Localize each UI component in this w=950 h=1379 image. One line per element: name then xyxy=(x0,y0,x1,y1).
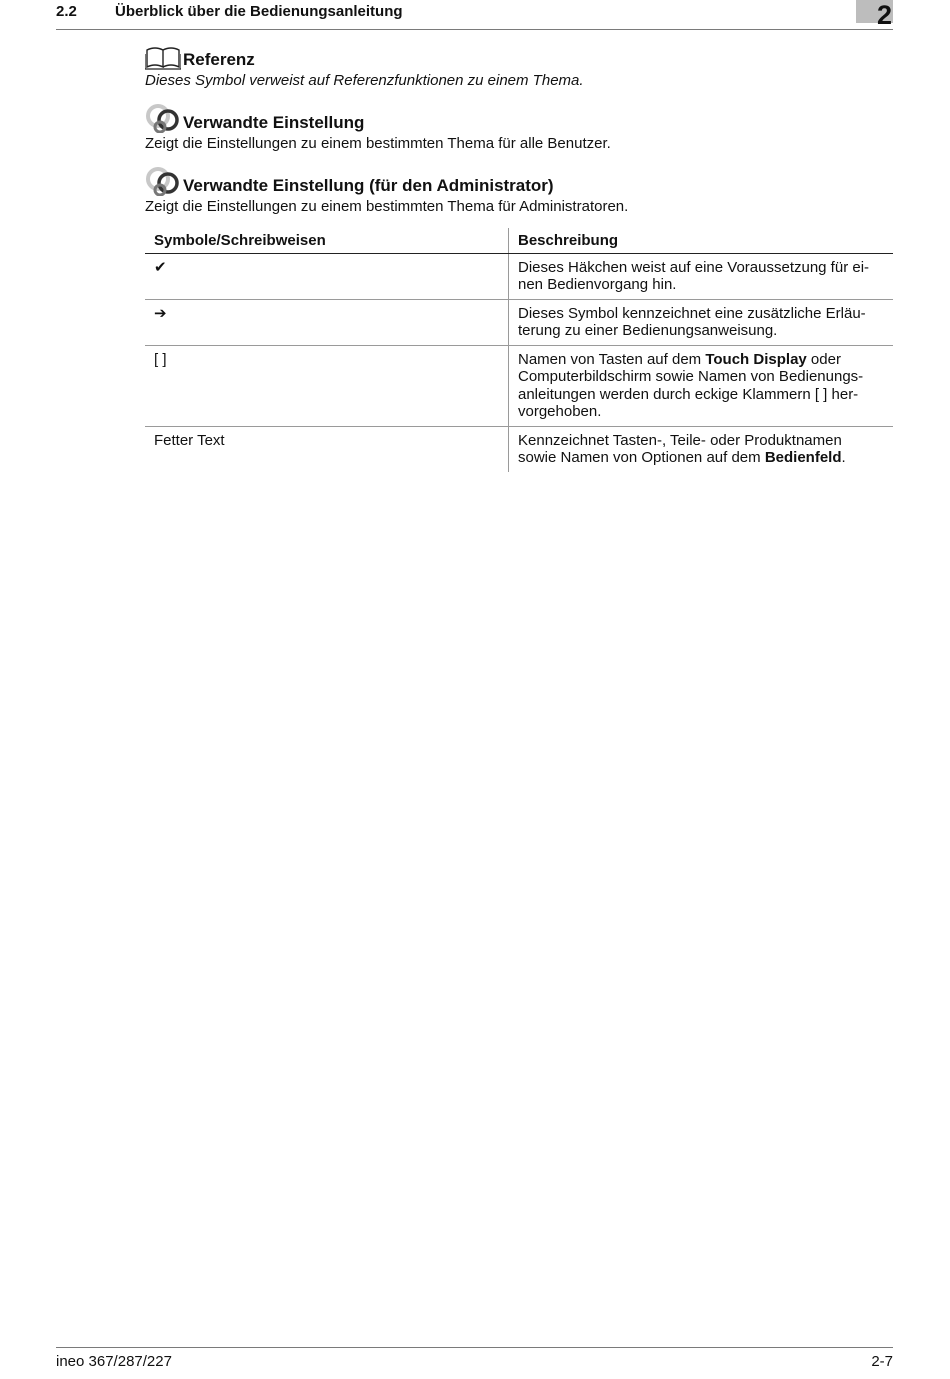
table-cell-description: Kennzeichnet Tasten-, Teile- oder Produktnamen sowie Namen von Optionen auf dem Bedienfeld. xyxy=(518,431,846,466)
table-row xyxy=(145,345,893,426)
reference-title: Referenz xyxy=(183,50,255,69)
page-header xyxy=(56,0,893,30)
reference-block xyxy=(145,44,584,89)
table-header-row xyxy=(145,228,893,253)
table-row xyxy=(145,426,893,472)
reference-text: Dieses Symbol verweist auf Referenzfunktionen zu einem Thema. xyxy=(145,72,584,89)
table-header-symbols: Symbole/Schreibweisen xyxy=(145,228,509,253)
related-setting-text: Zeigt die Einstellungen zu einem bestimmten Thema für alle Benutzer. xyxy=(145,135,611,152)
section-title: Überblick über die Bedienungsanleitung xyxy=(115,3,403,20)
table-row xyxy=(145,253,893,299)
section-number: 2.2 xyxy=(56,3,77,20)
table-cell-description: Namen von Tasten auf dem Touch Display oder Computerbildschirm sowie Namen von Bedienungs- anleitungen werden durch eckige Klammern [ ] her- vorgehoben. xyxy=(509,345,894,426)
rings-icon xyxy=(145,166,181,196)
rings-icon xyxy=(145,103,181,133)
bold-text-symbol: Fetter Text xyxy=(145,426,509,472)
chapter-number: 2 xyxy=(876,0,892,30)
arrow-symbol: ➔ xyxy=(145,299,509,345)
checkmark-symbol: ✔ xyxy=(145,253,509,299)
related-setting-title: Verwandte Einstellung xyxy=(183,113,365,132)
model-name: ineo 367/287/227 xyxy=(56,1353,172,1370)
table-header-description: Beschreibung xyxy=(509,228,894,253)
brackets-symbol: [ ] xyxy=(145,345,509,426)
book-icon xyxy=(145,46,181,70)
table-row xyxy=(145,299,893,345)
related-setting-admin-title: Verwandte Einstellung (für den Administrator) xyxy=(183,176,554,195)
table-cell-description: Dieses Häkchen weist auf eine Voraussetzung für ei- nen Bedienvorgang hin. xyxy=(509,253,894,299)
related-setting-admin-text: Zeigt die Einstellungen zu einem bestimmten Thema für Administratoren. xyxy=(145,198,629,215)
related-setting-block xyxy=(145,107,611,152)
page-footer xyxy=(56,1347,893,1370)
table-cell-description: Dieses Symbol kennzeichnet eine zusätzliche Erläu- terung zu einer Bedienungsanweisung. xyxy=(509,299,894,345)
related-setting-admin-block xyxy=(145,170,628,215)
symbols-table xyxy=(145,228,893,472)
page-number: 2-7 xyxy=(871,1353,893,1370)
